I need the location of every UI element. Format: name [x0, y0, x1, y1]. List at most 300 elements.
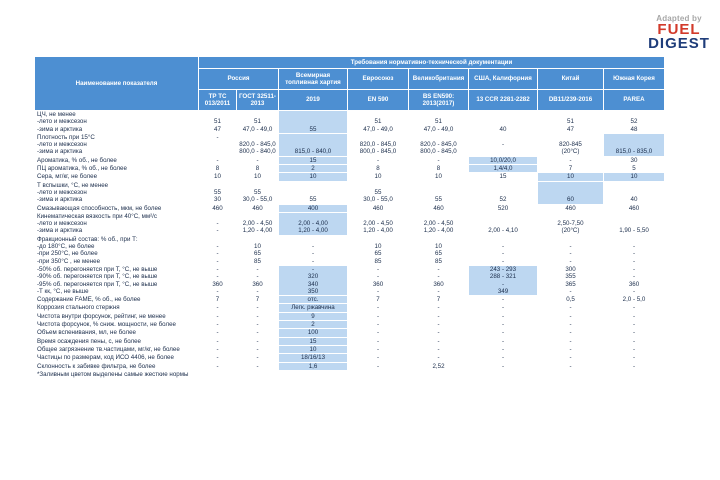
value-cell: [199, 329, 237, 337]
value-line: 1,90 - 5,50: [619, 227, 649, 235]
parameter-name-line: Чистота форсунок, % сниж. мощности, не более: [37, 321, 176, 329]
value-line: 349: [497, 287, 509, 295]
table-row: [35, 133, 665, 156]
value-line: -: [256, 337, 259, 345]
value-cell: [348, 337, 409, 345]
value-cell: [199, 204, 237, 212]
parameter-name-line: ПЦ ароматика, % об., не более: [37, 165, 127, 173]
value-cell: [199, 304, 237, 312]
value-line: 10: [374, 243, 382, 251]
value-line: 9: [311, 312, 315, 320]
header-document: EN 590: [348, 90, 409, 111]
value-cell: [279, 345, 348, 353]
value-line: -: [256, 265, 259, 273]
value-line: -: [216, 243, 219, 251]
value-line: [201, 182, 234, 189]
value-cell: [237, 312, 279, 320]
value-cell: [199, 156, 237, 164]
parameter-name: [35, 304, 199, 312]
value-cell: [199, 173, 237, 181]
parameter-name: [35, 265, 199, 295]
value-cell: [538, 235, 604, 265]
value-line: 340: [307, 280, 319, 288]
value-cell: [409, 321, 469, 329]
value-cell: [348, 204, 409, 212]
value-cell: [199, 296, 237, 304]
value-line: -: [501, 337, 505, 345]
value-cell: [538, 312, 604, 320]
value-line: -: [376, 337, 380, 345]
value-line: 460: [212, 204, 223, 212]
value-line: -: [501, 354, 505, 362]
value-cell: [279, 354, 348, 362]
value-line: [239, 182, 276, 189]
value-line: 52: [499, 196, 507, 204]
value-cell: [348, 296, 409, 304]
value-line: -: [216, 250, 219, 258]
value-line: -: [632, 312, 636, 320]
header-region: Великобритания: [409, 69, 469, 90]
value-line: -: [216, 287, 219, 295]
value-line: 2: [311, 321, 315, 329]
value-cell: [279, 156, 348, 164]
value-line: -: [216, 265, 219, 273]
value-line: 2,00 - 4,50: [363, 220, 393, 228]
value-line: -: [216, 257, 219, 265]
value-line: -: [569, 354, 572, 362]
value-line: [281, 236, 345, 243]
value-cell: [237, 204, 279, 212]
value-line: 2,00 - 4,10: [488, 227, 518, 235]
value-line: 55: [374, 188, 382, 196]
value-line: 1,20 - 4,00: [242, 227, 273, 235]
value-line: -: [311, 250, 315, 258]
value-line: [606, 182, 662, 189]
value-cell: [604, 133, 665, 156]
value-line: [540, 236, 601, 243]
value-cell: [409, 312, 469, 320]
value-line: 51: [214, 118, 221, 126]
value-line: [350, 134, 406, 141]
value-line: -: [632, 257, 636, 265]
value-line: -: [437, 273, 440, 281]
value-cell: [199, 265, 237, 295]
value-line: -: [501, 345, 505, 353]
value-cell: [604, 362, 665, 370]
header-document: 13 CCR 2281-2282: [469, 90, 538, 111]
value-line: 400: [307, 204, 319, 212]
value-line: -: [256, 362, 259, 370]
value-cell: [409, 133, 469, 156]
parameter-name: [35, 156, 199, 164]
value-line: -: [256, 345, 259, 353]
value-line: [350, 236, 406, 243]
parameter-name-line: Кинематическая вязкость при 40°C, мм²/с: [37, 212, 157, 220]
value-line: [606, 134, 662, 141]
value-line: [411, 134, 466, 141]
value-line: -: [569, 312, 572, 320]
value-line: 65: [374, 250, 382, 258]
value-cell: [469, 337, 538, 345]
value-cell: [604, 181, 665, 204]
value-line: отс.: [307, 296, 319, 304]
parameter-name-line: Общее загрязнение тв.частицами, мг/кг, не более: [37, 345, 180, 353]
parameter-name: [35, 362, 199, 370]
value-line: [239, 213, 276, 220]
value-line: 815,0 - 835,0: [615, 148, 653, 156]
value-line: -: [569, 362, 572, 370]
value-cell: [237, 265, 279, 295]
value-line: [201, 141, 234, 148]
header-region: Китай: [538, 69, 604, 90]
value-line: -: [437, 156, 440, 164]
value-cell: [469, 111, 538, 134]
value-line: 51: [254, 118, 261, 126]
value-line: -: [501, 329, 505, 337]
value-line: 5: [632, 165, 636, 173]
value-cell: [538, 165, 604, 173]
value-line: 460: [252, 204, 263, 212]
value-cell: [237, 235, 279, 265]
value-line: -: [437, 304, 440, 312]
value-line: -: [311, 265, 315, 273]
value-cell: [348, 321, 409, 329]
value-line: 7: [215, 296, 220, 304]
value-line: 355: [565, 273, 576, 281]
value-line: -: [311, 257, 315, 265]
value-line: [540, 111, 601, 118]
value-cell: [279, 212, 348, 235]
parameter-name-line: -50% об. перегоняется при Т, °C, не выше: [37, 265, 158, 273]
value-line: 2: [311, 165, 315, 173]
value-line: -: [437, 354, 440, 362]
value-cell: [604, 156, 665, 164]
value-line: 820-845: [559, 141, 582, 149]
value-line: -: [216, 345, 219, 353]
value-cell: [409, 296, 469, 304]
value-cell: [604, 304, 665, 312]
value-line: -: [501, 304, 505, 312]
value-line: [201, 148, 234, 155]
value-cell: [538, 133, 604, 156]
value-cell: [237, 329, 279, 337]
value-cell: [199, 312, 237, 320]
value-line: -: [256, 354, 259, 362]
table-row: [35, 345, 665, 353]
value-line: [606, 111, 662, 118]
value-line: 15: [499, 173, 507, 181]
value-cell: [604, 329, 665, 337]
value-cell: [237, 212, 279, 235]
value-line: [606, 189, 662, 196]
value-line: [239, 134, 276, 141]
value-cell: [348, 312, 409, 320]
value-cell: [348, 133, 409, 156]
value-line: 10: [309, 173, 317, 181]
value-cell: [279, 362, 348, 370]
value-line: -: [216, 304, 219, 312]
table-row: [35, 212, 665, 235]
value-line: 55: [435, 196, 442, 204]
value-cell: [348, 265, 409, 295]
table-row: [35, 111, 665, 134]
logo-fuel: FUEL: [657, 21, 701, 38]
value-line: 47,0 - 49,0: [242, 125, 273, 133]
parameter-name-line: Содержание FAME, % об., не более: [37, 296, 141, 304]
value-line: 10: [435, 173, 442, 181]
value-cell: [409, 165, 469, 173]
parameter-name-line: -90% об. перегоняется при Т, °C, не выше: [37, 273, 158, 281]
value-line: [239, 236, 276, 243]
value-line: [471, 148, 535, 155]
value-line: -: [216, 354, 219, 362]
value-line: 2,52: [432, 362, 445, 370]
value-line: (20°C): [561, 227, 580, 235]
value-line: 55: [254, 188, 261, 196]
value-line: -: [437, 265, 440, 273]
logo-adapted-by: Adapted by: [656, 14, 702, 23]
value-cell: [538, 321, 604, 329]
value-cell: [279, 265, 348, 295]
value-line: 65: [254, 250, 261, 258]
table-row: [35, 329, 665, 337]
table-row: [35, 265, 665, 295]
value-line: 10,0/20,0: [490, 156, 516, 164]
value-line: 30: [630, 156, 638, 164]
table-row: [35, 204, 665, 212]
value-cell: [469, 321, 538, 329]
value-cell: [469, 235, 538, 265]
value-cell: [199, 181, 237, 204]
value-line: 320: [307, 273, 319, 281]
value-line: -: [437, 337, 440, 345]
value-line: 800,0 - 845,0: [420, 148, 457, 156]
value-line: -: [501, 257, 505, 265]
value-line: 288 - 321: [489, 273, 517, 281]
table-row: [35, 312, 665, 320]
value-cell: [279, 181, 348, 204]
parameter-name-line: Фракционный состав: % об., при Т:: [37, 235, 138, 243]
value-line: 8: [215, 165, 220, 173]
value-line: 85: [374, 257, 382, 265]
value-line: 8: [376, 165, 380, 173]
value-cell: [469, 133, 538, 156]
value-line: -: [437, 312, 440, 320]
value-line: 360: [433, 280, 444, 288]
parameter-name: [35, 212, 199, 235]
value-cell: [237, 304, 279, 312]
value-line: [350, 111, 406, 118]
value-line: 10: [567, 173, 574, 181]
value-line: [201, 111, 234, 118]
value-line: [540, 182, 601, 189]
value-cell: [538, 329, 604, 337]
value-cell: [237, 345, 279, 353]
value-cell: [604, 296, 665, 304]
value-line: -: [501, 362, 505, 370]
value-line: 800,0 - 840,0: [239, 148, 276, 156]
value-line: 10: [435, 243, 442, 251]
value-line: 7: [376, 296, 380, 304]
value-cell: [348, 345, 409, 353]
value-cell: [604, 354, 665, 362]
value-line: -: [376, 304, 380, 312]
value-line: 7: [436, 296, 441, 304]
value-cell: [279, 321, 348, 329]
table-row: [35, 296, 665, 304]
value-line: 300: [565, 265, 576, 273]
value-cell: [279, 304, 348, 312]
value-line: [281, 134, 345, 141]
value-line: -: [256, 312, 259, 320]
value-line: 30,0 - 55,0: [363, 196, 393, 204]
value-line: 15: [309, 337, 317, 345]
value-cell: [279, 173, 348, 181]
value-line: -: [256, 273, 259, 281]
value-line: 243 - 293: [489, 265, 517, 273]
value-line: 15: [309, 156, 317, 164]
value-line: 30: [214, 196, 221, 204]
fuel-digest-logo: [648, 14, 710, 51]
value-cell: [279, 133, 348, 156]
value-line: [201, 213, 234, 220]
value-line: -: [632, 243, 636, 251]
value-line: 1,20 - 4,00: [423, 227, 454, 235]
value-line: -: [501, 312, 505, 320]
value-line: 460: [565, 204, 576, 212]
value-cell: [604, 111, 665, 134]
value-line: 800,0 - 845,0: [359, 148, 397, 156]
value-cell: [348, 165, 409, 173]
value-line: -: [632, 287, 636, 295]
value-cell: [409, 212, 469, 235]
value-line: 51: [374, 118, 382, 126]
table-row: [35, 181, 665, 204]
parameter-name: [35, 337, 199, 345]
value-cell: [538, 212, 604, 235]
value-cell: [348, 212, 409, 235]
header-document: DB11/239-2016: [538, 90, 604, 111]
value-cell: [348, 354, 409, 362]
value-line: -: [569, 337, 572, 345]
value-line: 1,20 - 4,00: [298, 227, 328, 235]
value-line: [281, 189, 345, 196]
value-line: -: [632, 321, 636, 329]
value-line: 7: [255, 296, 260, 304]
value-line: [411, 236, 466, 243]
value-cell: [604, 265, 665, 295]
value-line: [350, 182, 406, 189]
header-row-group: [35, 57, 665, 69]
value-cell: [469, 173, 538, 181]
value-cell: [469, 296, 538, 304]
value-line: [540, 189, 601, 196]
fuel-requirements-table-wrap: [34, 56, 665, 379]
value-cell: [279, 337, 348, 345]
value-line: 820,0 - 845,0: [239, 141, 276, 149]
value-line: -: [632, 304, 636, 312]
value-line: -: [376, 321, 380, 329]
value-cell: [538, 345, 604, 353]
value-cell: [348, 111, 409, 134]
value-line: -: [256, 329, 259, 337]
parameter-name: [35, 235, 199, 265]
value-line: 2,00 - 4,00: [298, 220, 328, 228]
table-row: [35, 354, 665, 362]
parameter-name-line: -до 180°C, не более: [37, 243, 95, 251]
value-line: -: [632, 329, 636, 337]
parameter-name: [35, 204, 199, 212]
value-line: 65: [435, 250, 442, 258]
value-line: -: [632, 337, 636, 345]
value-line: -: [569, 329, 572, 337]
header-document: ГОСТ 32511-2013: [237, 90, 279, 111]
parameter-name-line: Время осаждения пены, с, не более: [37, 337, 141, 345]
value-line: -: [376, 312, 380, 320]
value-line: Легк. ржавчина: [291, 304, 335, 312]
value-cell: [538, 204, 604, 212]
parameter-name: [35, 181, 199, 204]
logo-digest: DIGEST: [648, 35, 710, 52]
value-line: 47: [214, 125, 221, 133]
parameter-name: [35, 173, 199, 181]
value-line: [540, 134, 601, 141]
header-document: PAREA: [604, 90, 665, 111]
value-line: [350, 213, 406, 220]
value-line: [281, 141, 345, 148]
value-cell: [199, 133, 237, 156]
value-line: -: [376, 354, 380, 362]
value-cell: [348, 362, 409, 370]
value-cell: [604, 212, 665, 235]
value-cell: [409, 329, 469, 337]
value-cell: [409, 173, 469, 181]
value-line: [606, 220, 662, 227]
header-region: Евросоюз: [348, 69, 409, 90]
table-row: [35, 321, 665, 329]
value-cell: [409, 337, 469, 345]
value-cell: [409, 362, 469, 370]
value-line: -: [569, 321, 572, 329]
value-line: [239, 111, 276, 118]
value-cell: [348, 173, 409, 181]
value-line: -: [437, 321, 440, 329]
value-line: 820,0 - 845,0: [359, 141, 397, 149]
parameter-name-line: -зима и арктика: [37, 227, 83, 235]
value-line: 48: [630, 125, 638, 133]
value-cell: [604, 337, 665, 345]
value-cell: [469, 354, 538, 362]
header-region: Южная Корея: [604, 69, 665, 90]
value-line: 1,20 - 4,00: [363, 227, 393, 235]
value-cell: [237, 337, 279, 345]
value-cell: [409, 354, 469, 362]
value-cell: [199, 111, 237, 134]
value-line: 47,0 - 49,0: [423, 125, 454, 133]
value-cell: [538, 265, 604, 295]
footnote: *Заливным цветом выделены самые жесткие нормы: [35, 370, 665, 378]
table-row: [35, 362, 665, 370]
value-cell: [348, 329, 409, 337]
parameter-name: [35, 321, 199, 329]
value-cell: [199, 354, 237, 362]
parameter-name: [35, 133, 199, 156]
parameter-name: [35, 354, 199, 362]
value-line: -: [256, 156, 259, 164]
value-cell: [237, 173, 279, 181]
value-cell: [279, 204, 348, 212]
parameter-name-line: Т вспышки, °C, не менее: [37, 181, 109, 189]
